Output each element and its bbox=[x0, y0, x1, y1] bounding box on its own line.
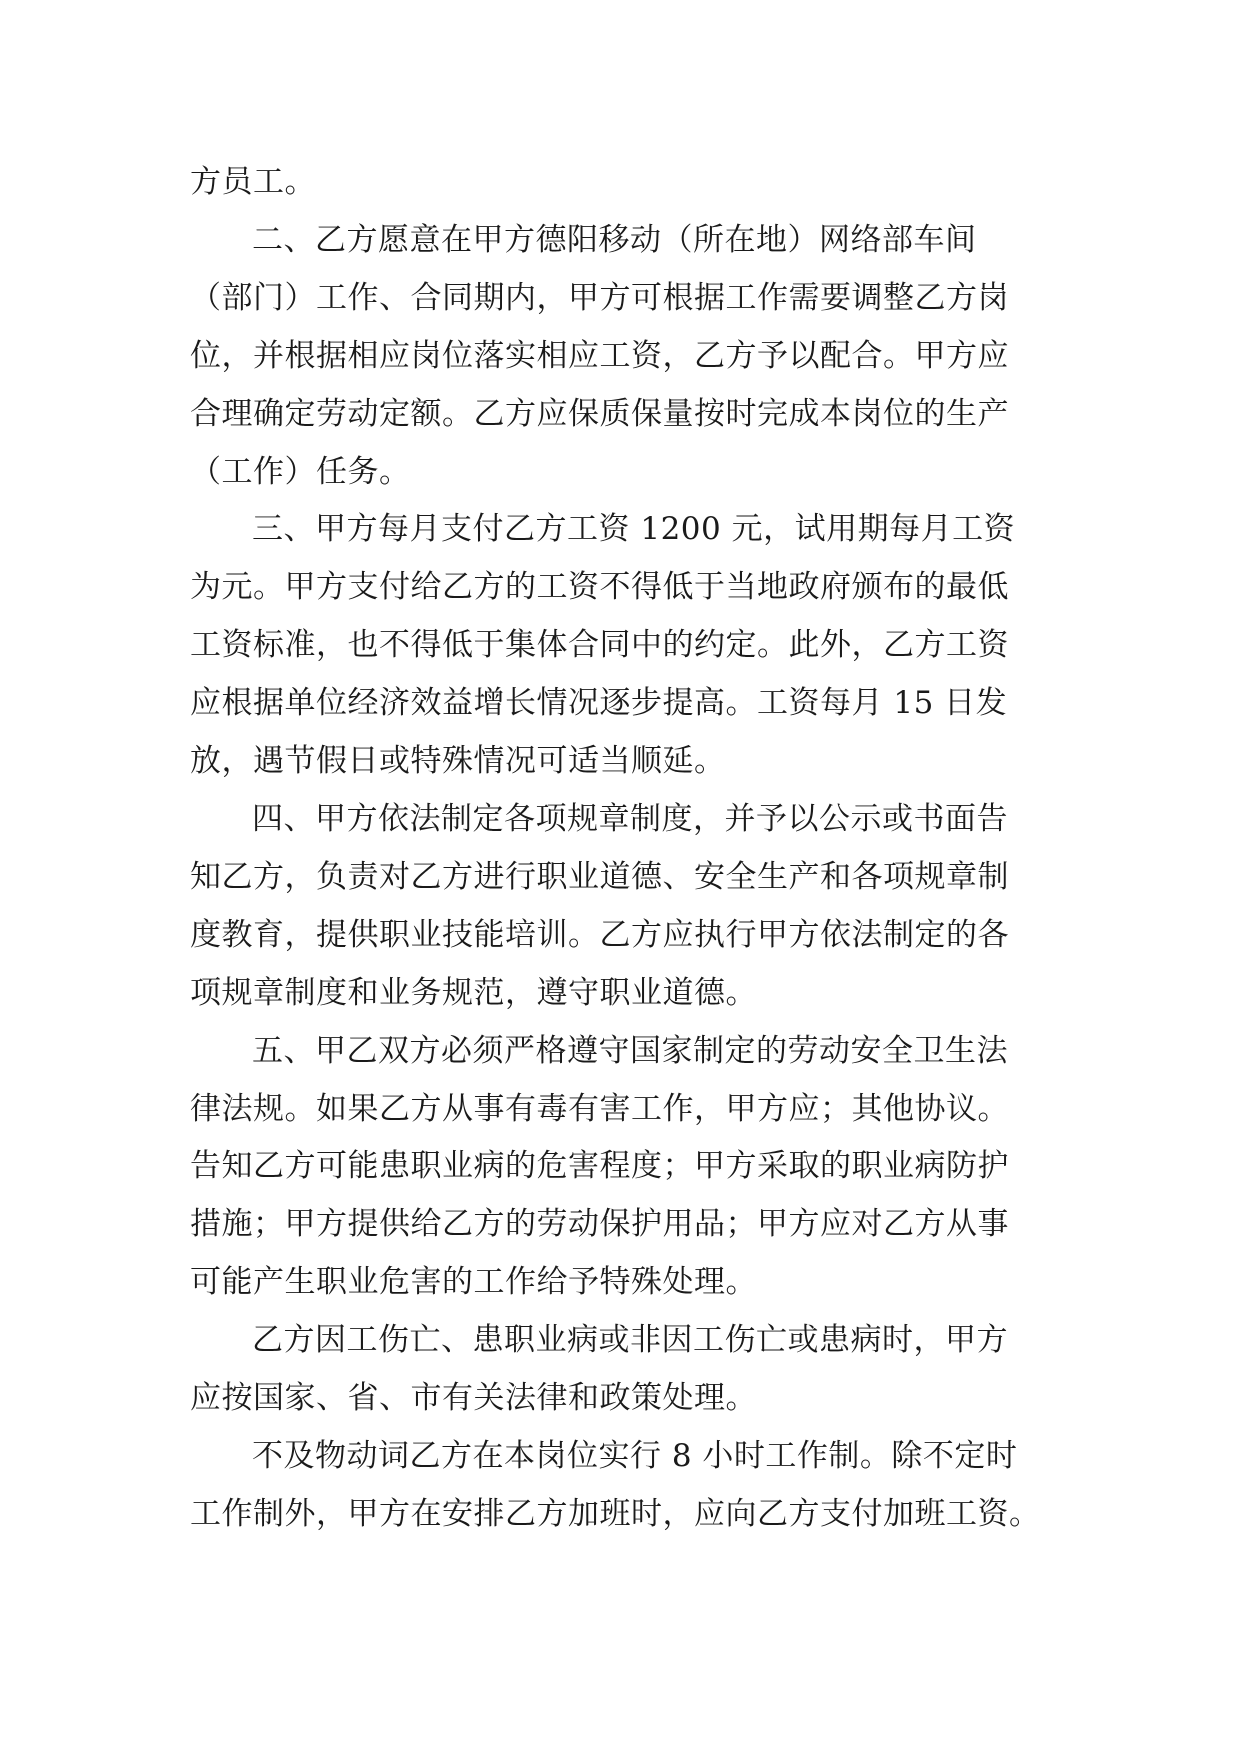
text-line: 四、甲方依法制定各项规章制度，并予以公示或书面告 bbox=[252, 800, 1008, 837]
text-line: 方员工。 bbox=[190, 164, 316, 200]
paragraph-clause-3 bbox=[190, 501, 1050, 791]
text-line: 五、甲乙双方必须严格遵守国家制定的劳动安全卫生法 bbox=[252, 1032, 1008, 1069]
text-line: 三、甲方每月支付乙方工资 1200 元，试用期每月工资 bbox=[252, 511, 1016, 548]
text-line: 不及物动词乙方在本岗位实行 8 小时工作制。除不定时 bbox=[252, 1437, 1018, 1474]
text-line: 律法规。如果乙方从事有毒有害工作，甲方应；其他协议。 bbox=[190, 1090, 1009, 1127]
text-line: （工作）任务。 bbox=[190, 453, 411, 490]
paragraph-working-hours bbox=[190, 1428, 1050, 1544]
text-line: 工作制外，甲方在安排乙方加班时，应向乙方支付加班工资。 bbox=[190, 1495, 1041, 1532]
text-line: 二、乙方愿意在甲方德阳移动（所在地）网络部车间 bbox=[252, 221, 977, 258]
text-line: 应按国家、省、市有关法律和政策处理。 bbox=[190, 1380, 757, 1417]
text-line: （部门）工作、合同期内，甲方可根据工作需要调整乙方岗 bbox=[190, 279, 1009, 316]
paragraph-continuation bbox=[190, 154, 1050, 212]
text-line: 放，遇节假日或特殊情况可适当顺延。 bbox=[190, 743, 726, 780]
paragraph-injury-handling bbox=[190, 1312, 1050, 1428]
text-line: 措施；甲方提供给乙方的劳动保护用品；甲方应对乙方从事 bbox=[190, 1206, 1009, 1243]
text-line: 工资标准，也不得低于集体合同中的约定。此外，乙方工资 bbox=[190, 627, 1009, 664]
text-line: 告知乙方可能患职业病的危害程度；甲方采取的职业病防护 bbox=[190, 1148, 1009, 1185]
text-line: 可能产生职业危害的工作给予特殊处理。 bbox=[190, 1264, 757, 1301]
text-line: 为元。甲方支付给乙方的工资不得低于当地政府颁布的最低 bbox=[190, 569, 1009, 606]
text-line: 位，并根据相应岗位落实相应工资，乙方予以配合。甲方应 bbox=[190, 337, 1009, 374]
text-line: 应根据单位经济效益增长情况逐步提高。工资每月 15 日发 bbox=[190, 685, 1008, 722]
text-line: 乙方因工伤亡、患职业病或非因工伤亡或患病时，甲方 bbox=[252, 1322, 1008, 1359]
text-line: 合理确定劳动定额。乙方应保质保量按时完成本岗位的生产 bbox=[190, 395, 1009, 432]
paragraph-clause-4 bbox=[190, 791, 1050, 1023]
text-line: 知乙方，负责对乙方进行职业道德、安全生产和各项规章制 bbox=[190, 858, 1009, 895]
paragraph-clause-2 bbox=[190, 212, 1050, 502]
document-body bbox=[190, 154, 1050, 1544]
text-line: 度教育，提供职业技能培训。乙方应执行甲方依法制定的各 bbox=[190, 916, 1009, 953]
paragraph-clause-5 bbox=[190, 1023, 1050, 1313]
text-line: 项规章制度和业务规范，遵守职业道德。 bbox=[190, 974, 757, 1011]
